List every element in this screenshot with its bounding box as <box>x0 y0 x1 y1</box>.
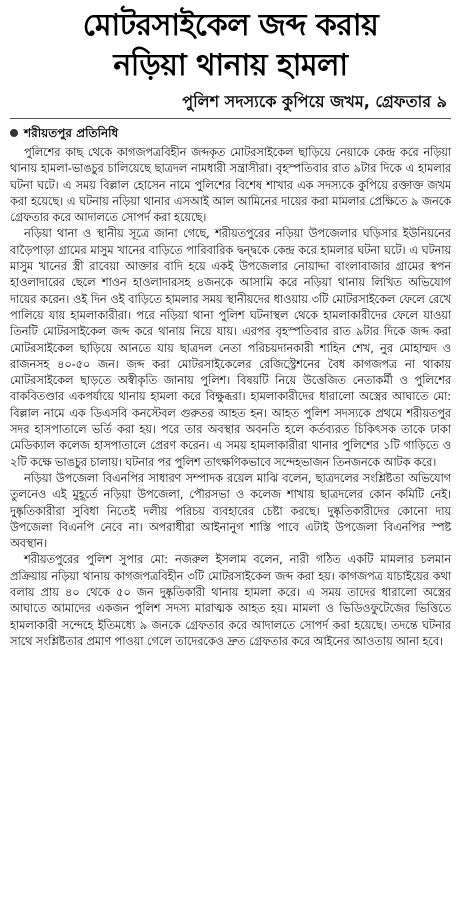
paragraph: নড়িয়া থানা ও স্থানীয় সূত্রে জানা গেছে, শরীয়তপুরের নড়িয়া উপজেলার ঘড়িসার ইউনিয়নের বাড়ৈপাড়া গ্রামের মাসুম খানের বাড়িতে পারিবারিক দ্বন্দ্বকে কেন্দ্র করে হামলার ঘটনা ঘটে। এ ঘটনায় মাসুম খানের স্ত্রী রাবেয়া আক্তার বাদি হয়ে একই উপজেলার নোয়াদ্দা বাংলাবাজার গ্রামের স্বপন হাওলাদারের ছেলে শাওন হাওলাদারসহ ৪জনকে আসামি করে নড়িয়া থানায় লিখিত অভিযোগ দায়ের করেন। ওই দিন ওই বাড়িতে হামলার সময় স্থানীয়দের ধাওয়ায় ৩টি মোটরসাইকেল ফেলে রেখে পালিয়ে যায় হামলাকারীরা। পরে নড়িয়া থানা পুলিশ ঘটনাস্থল থেকে হামলাকারীদের ফেলে যাওয়া তিনটি মোটরসাইকেল জব্দ করে থানায় নিয়ে যায়। এরপর বৃহস্পতিবার রাত ৯টার দিকে জব্দ করা মোটরসাইকেল ছাড়িয়ে আনতে যায় ছাত্রদল নেতা পরিচয়দানকারী শাহিন শেখ, নুর মোহাম্মদ ও রাজনসহ ৪০-৫০ জন। জব্দ করা মোটরসাইকেলের রেজিস্ট্রেশনের বৈধ কাগজপত্র না থাকায় মোটরসাইকেল ছাড়তে অস্বীকৃতি জানায় পুলিশ। বিষয়টি নিয়ে উত্তেজিত নেতাকর্মী ও পুলিশের বাকবিতণ্ডার একপর্যায়ে থানায় হামলা করে বিক্ষুব্ধরা। হামলাকারীদের ধারালো অস্ত্রের আঘাতে মো: বিল্লাল নামে এক ডিএসবি কনস্টেবল গুরুতর আহত হন। আহত পুলিশ সদস্যকে প্রথমে শরীয়তপুর সদর হাসপাতালে ভর্তি করা হয়। পরে তার অবস্থার অবনতি হলে কর্তব্যরত চিকিৎসক তাকে ঢাকা মেডিক্যাল কলেজ হাসপাতালে প্রেরণ করেন। এ সময় হামলাকারীরা থানার পুলিশের ১টি গাড়িতে ও ২টি কক্ষে ভাঙচুর চালায়। ঘটনার পর পুলিশ তাৎক্ষণিকভাবে সন্দেহভাজন তিনজনকে আটক করে। <box>10 227 451 469</box>
article-body <box>10 145 451 650</box>
bullet-icon <box>10 129 18 137</box>
paragraph: শরীয়তপুরের পুলিশ সুপার মো: নজরুল ইসলাম বলেন, নারী গঠিত একটি মামলার চলমান প্রক্রিয়ায় নড়িয়া থানায় কাগজপত্রবিহীন ৩টি মোটরসাইকেল জব্দ করা হয়। কাগজপত্র যাচাইয়ের কথা বলায় প্রায় ৪০ থেকে ৫০ জন দুষ্কৃতিকারী থানায় হামলা করে। এ সময় তাদের ধারালো অস্ত্রের আঘাতে আমাদের একজন পুলিশ সদস্য মারাত্মক আহত হয়। মামলা ও ভিডিওফুটেজের ভিত্তিতে হামলাকারী সন্দেহে ইতিমধ্যে ৯ জনকে গ্রেফতার করে আদালতে সোপর্দ করা হয়েছে। তদন্তে ঘটনার সাথে সংশ্লিষ্টতার প্রমাণ পাওয়া গেলে তাদেরকেও দ্রুত গ্রেফতার করে আইনের আওতায় আনা হবে। <box>10 553 451 648</box>
paragraph: পুলিশের কাছ থেকে কাগজপত্রবিহীন জব্দকৃত মোটরসাইকেল ছাড়িয়ে নেয়াকে কেন্দ্র করে নড়িয়া থানায় হামলা-ভাঙচুর চালিয়েছে ছাত্রদল নামধারী সন্ত্রাসীরা। বৃহস্পতিবার রাত ৯টার দিকে এ হামলার ঘটনা ঘটে। এ সময় বিল্লাল হোসেন নামে পুলিশের বিশেষ শাখার এক সদস্যকে কুপিয়ে রক্তাক্ত জখম করা হয়েছে। এ ঘটনায় নড়িয়া থানার এসআই আল আমিনের দায়ের করা মামলার প্রেক্ষিতে ৯ জনকে গ্রেফতার করে আদালতে সোপর্দ করা হয়েছে। <box>10 146 451 225</box>
paragraph: নড়িয়া উপজেলা বিএনপির সাধারণ সম্পাদক রয়েল মাঝি বলেন, ছাত্রদলের সংশ্লিষ্টতা অভিযোগ তুলনেও এই মুহূর্তে নড়িয়া উপজেলা, পৌরসভা ও কলেজ শাখায় ছাত্রদলের কোন কমিটি নেই। দুষ্কৃতিকারীরা সুবিধা নিতেই দলীয় পরিচয় ব্যবহারের চেষ্টা করছে। দুষ্কৃতিকারীদের কোনো দায় উপজেলা বিএনপি নেবে না। অপরাধীরা আইনানুগ শাস্তি পাবে এটাই উপজেলা বিএনপির স্পষ্ট অবস্থান। <box>10 471 451 551</box>
headline <box>10 6 451 86</box>
headline-line-2: নড়িয়া থানায় হামলা <box>113 48 348 83</box>
subheadline: পুলিশ সদস্যকে কুপিয়ে জখম, গ্রেফতার ৯ <box>182 92 447 111</box>
headline-line-1: মোটরসাইকেল জব্দ করায় <box>82 8 379 43</box>
header-divider <box>10 118 451 119</box>
byline-text: শরীয়তপুর প্রতিনিধি <box>24 126 119 140</box>
byline <box>10 125 451 141</box>
